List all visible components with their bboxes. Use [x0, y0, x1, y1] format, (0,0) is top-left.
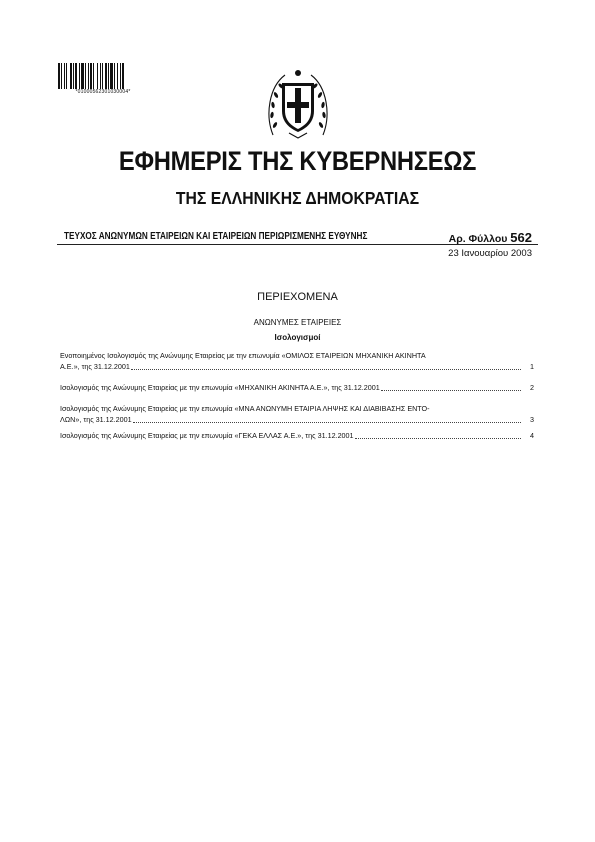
barcode-bar: [120, 63, 121, 89]
barcode-bar: [114, 63, 115, 89]
series-title: ΤΕΥΧΟΣ ΑΝΩΝΥΜΩΝ ΕΤΑΙΡΕΙΩΝ ΚΑΙ ΕΤΑΙΡΕΙΩΝ ΠΕΡΙΩΡΙΣΜΕΝΗΣ ΕΥΘΥΝΗΣ: [64, 231, 368, 242]
barcode-bar: [97, 63, 98, 89]
barcode-bar: [75, 63, 77, 89]
sheet-number: 562: [510, 230, 532, 245]
issue-sheet-number: [449, 230, 532, 245]
gazette-title: ΕΦΗΜΕΡΙΣ ΤΗΣ ΚΥΒΕΡΝΗΣΕΩΣ: [118, 146, 477, 176]
barcode-bar: [117, 63, 118, 89]
toc-page-number: 4: [530, 431, 534, 440]
barcode-bar: [70, 63, 72, 89]
barcode-bar: [79, 63, 80, 89]
sheet-label: Αρ. Φύλλου: [448, 233, 508, 245]
toc-entry-text: Ισολογισμός της Ανώνυμης Εταιρείας με την επωνυμία «ΜΗΧΑΝΙΚΗ ΑΚΙΝΗΤΑ Α.Ε.», της 31.12.2001: [60, 383, 380, 392]
toc-page-number: 2: [530, 383, 534, 392]
barcode-bar: [81, 63, 84, 89]
barcode-bar: [122, 63, 124, 89]
barcode-bar: [108, 63, 109, 89]
toc-entry-text: Ισολογισμός της Ανώνυμης Εταιρείας με την επωνυμία «ΜΝΑ ΑΝΩΝΥΜΗ ΕΤΑΙΡΙΑ ΛΗΨΗΣ ΚΑΙ ΔΙΑΒΙΒΑΣΗΣ ΕΝΤΟ-: [60, 404, 430, 413]
dot-leader: [355, 437, 521, 439]
toc-entry: [60, 350, 534, 372]
barcode-bar: [73, 63, 74, 89]
gazette-subtitle: ΤΗΣ ΕΛΛΗΝΙΚΗΣ ΔΗΜΟΚΡΑΤΙΑΣ: [175, 188, 420, 208]
dot-leader: [381, 389, 521, 391]
toc-entry-text: Α.Ε.», της 31.12.2001: [60, 362, 130, 371]
barcode-bar: [100, 63, 101, 89]
barcode-bar: [64, 63, 65, 89]
dot-leader: [131, 368, 521, 370]
contents-heading: ΠΕΡΙΕΧΟΜΕΝΑ: [257, 291, 338, 303]
greek-coat-of-arms-icon: [267, 65, 329, 141]
barcode-bar: [110, 63, 113, 89]
toc-page-number: 1: [530, 362, 534, 371]
dot-leader: [133, 421, 521, 423]
toc-entry: [60, 430, 534, 441]
barcode-bar: [93, 63, 94, 89]
barcode-bar: [61, 63, 62, 89]
barcode-bar: [88, 63, 89, 89]
header-divider: [57, 244, 538, 245]
section-heading: ΑΝΩΝΥΜΕΣ ΕΤΑΙΡΕΙΕΣ: [253, 318, 342, 327]
toc-entry: [60, 382, 534, 393]
barcode-bar: [66, 63, 67, 89]
barcode-bar: [90, 63, 92, 89]
barcode-bar: [105, 63, 107, 89]
toc-entry-text: Ενοποιημένος Ισολογισμός της Ανώνυμης Εταιρείας με την επωνυμία «ΟΜΙΛΟΣ ΕΤΑΙΡΕΙΩΝ ΜΗΧΑΝΙΚΗ ΑΚΙΝΗΤΑ: [60, 351, 426, 360]
barcode-number: *01000562301030004*: [57, 89, 149, 95]
issue-date: 23 Ιανουαρίου 2003: [448, 248, 532, 259]
barcode-bar: [85, 63, 86, 89]
subsection-heading: Ισολογισμοί: [274, 333, 321, 342]
toc-entry: [60, 403, 534, 425]
toc-page-number: 3: [530, 415, 534, 424]
barcode-bar: [58, 63, 60, 89]
toc-entry-text: ΛΩΝ», της 31.12.2001: [60, 415, 132, 424]
barcode-bar: [102, 63, 103, 89]
toc-entry-text: Ισολογισμός της Ανώνυμης Εταιρείας με την επωνυμία «ΓΕΚΑ ΕΛΛΑΣ Α.Ε.», της 31.12.2001: [60, 431, 354, 440]
